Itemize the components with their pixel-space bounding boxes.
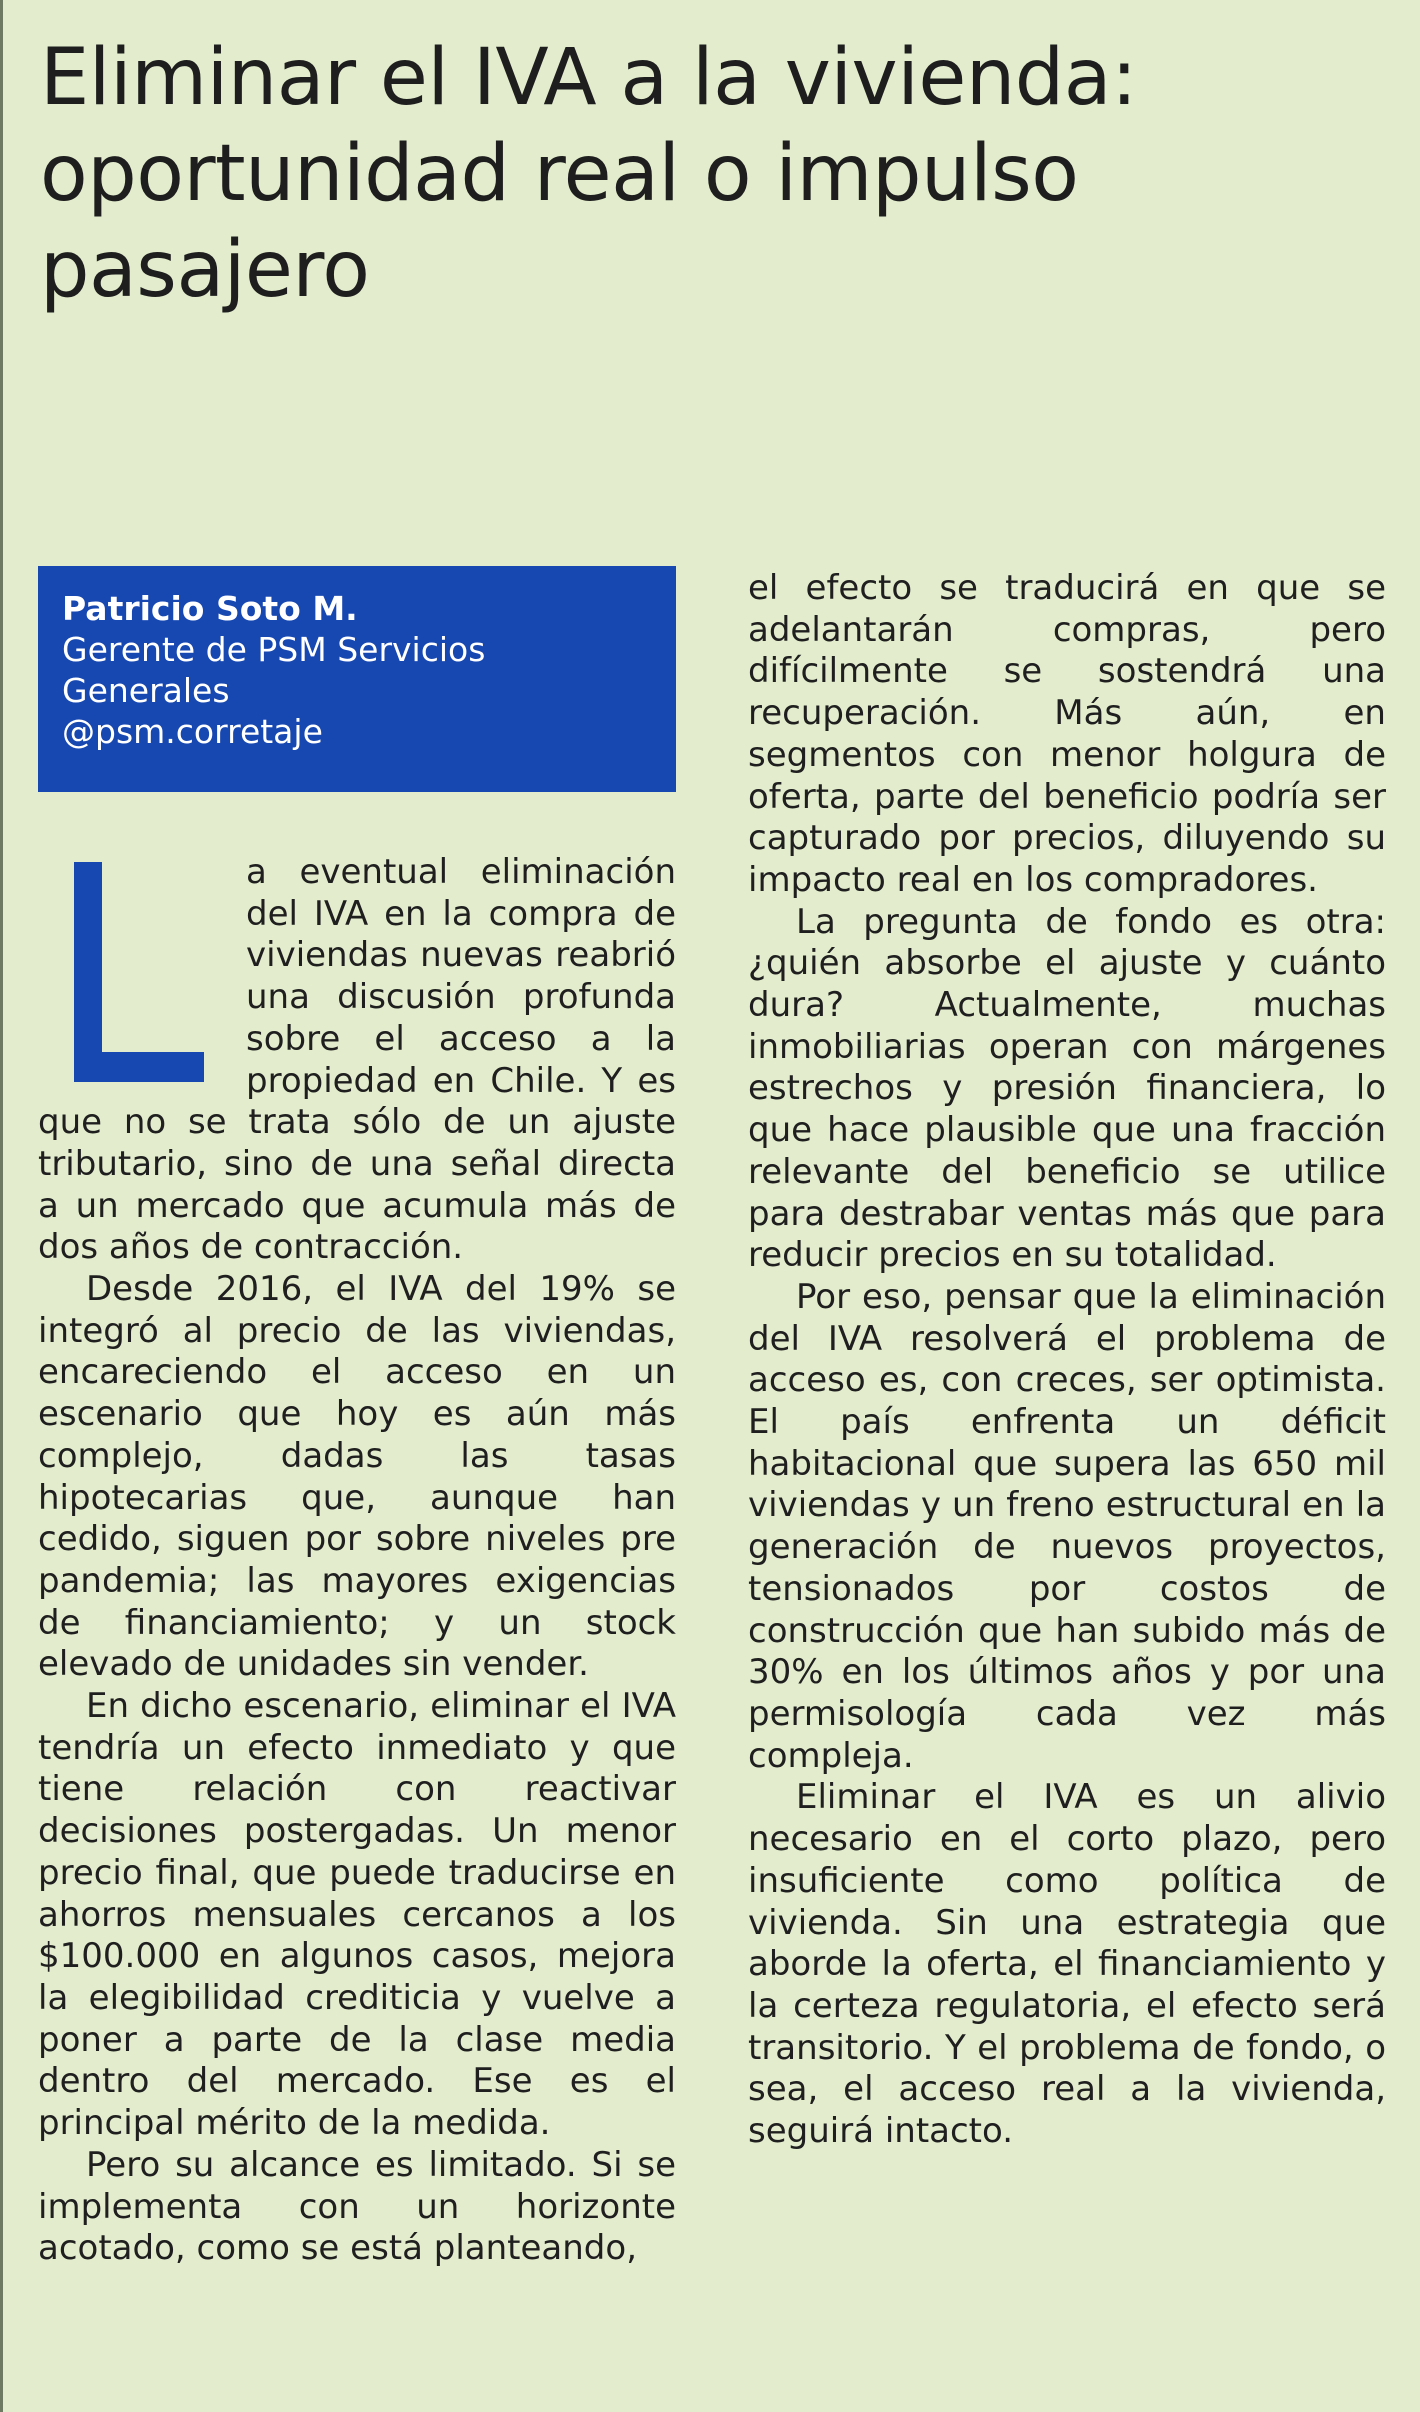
- paragraph-4: Pero su alcance es limitado. Si se implementa con un horizonte acotado, como se está planteando,: [38, 2144, 676, 2269]
- article-column-right: [748, 568, 1386, 2153]
- author-name: Patricio Soto M.: [62, 589, 358, 628]
- author-box: [38, 566, 676, 792]
- author-role-line-2: Generales: [62, 671, 230, 710]
- paragraph-5: La pregunta de fondo es otra: ¿quién absorbe el ajuste y cuánto dura? Actualmente, muchas inmobiliarias operan con márgenes estrechos y presión financiera, lo que hace plausible que una fracción relevante del beneficio se utilice para destrabar ventas más que para reducir precios en su totalidad.: [748, 901, 1386, 1276]
- paragraph-6: Por eso, pensar que la eliminación del IVA resolverá el problema de acceso es, con creces, ser optimista. El país enfrenta un déficit habitacional que supera las 650 mil viviendas y un freno estructural en la generación de nuevos proyectos, tensionados por costos de construcción que han subido más de 30% en los últimos años y por una permisología cada vez más compleja.: [748, 1276, 1386, 1776]
- paragraph-1: a eventual eliminación del IVA en la compra de viviendas nuevas reabrió una discusión profunda sobre el acceso a la propiedad en Chile. Y es que no se trata sólo de un ajuste tributario, sino de una señal directa a un mercado que acumula más de dos años de contracción.: [38, 852, 676, 1268]
- article-column-left: [38, 852, 676, 2270]
- paragraph-2: Desde 2016, el IVA del 19% se integró al precio de las viviendas, encareciendo el acceso en un escenario que hoy es aún más complejo, dadas las tasas hipotecarias que, aunque han cedido, siguen por sobre niveles pre pandemia; las mayores exigencias de financiamiento; y un stock elevado de unidades sin vender.: [38, 1269, 676, 1685]
- author-role-line-1: Gerente de PSM Servicios: [62, 630, 486, 669]
- drop-cap: [38, 852, 246, 1092]
- paragraph-4-continued: el efecto se traducirá en que se adelantarán compras, pero difícilmente se sostendrá una recuperación. Más aún, en segmentos con menor holgura de oferta, parte del beneficio podría ser capturado por precios, diluyendo su impacto real en los compradores.: [748, 568, 1386, 900]
- paragraph-3: En dicho escenario, eliminar el IVA tendría un efecto inmediato y que tiene relación con reactivar decisiones postergadas. Un menor precio final, que puede traducirse en ahorros mensuales cercanos a los $100.000 en algunos casos, mejora la elegibilidad crediticia y vuelve a poner a parte de la clase media dentro del mercado. Ese es el principal mérito de la medida.: [38, 1686, 676, 2144]
- left-border-rule: [0, 0, 3, 2412]
- article-headline: Eliminar el IVA a la vivienda: oportunidad real o impulso pasajero: [40, 33, 1137, 315]
- author-handle: @psm.corretaje: [62, 712, 323, 751]
- paragraph-7: Eliminar el IVA es un alivio necesario en el corto plazo, pero insuficiente como política de vivienda. Sin una estrategia que aborde la oferta, el financiamiento y la certeza regulatoria, el efecto será transitorio. Y el problema de fondo, o sea, el acceso real a la vivienda, seguirá intacto.: [748, 1777, 1386, 2152]
